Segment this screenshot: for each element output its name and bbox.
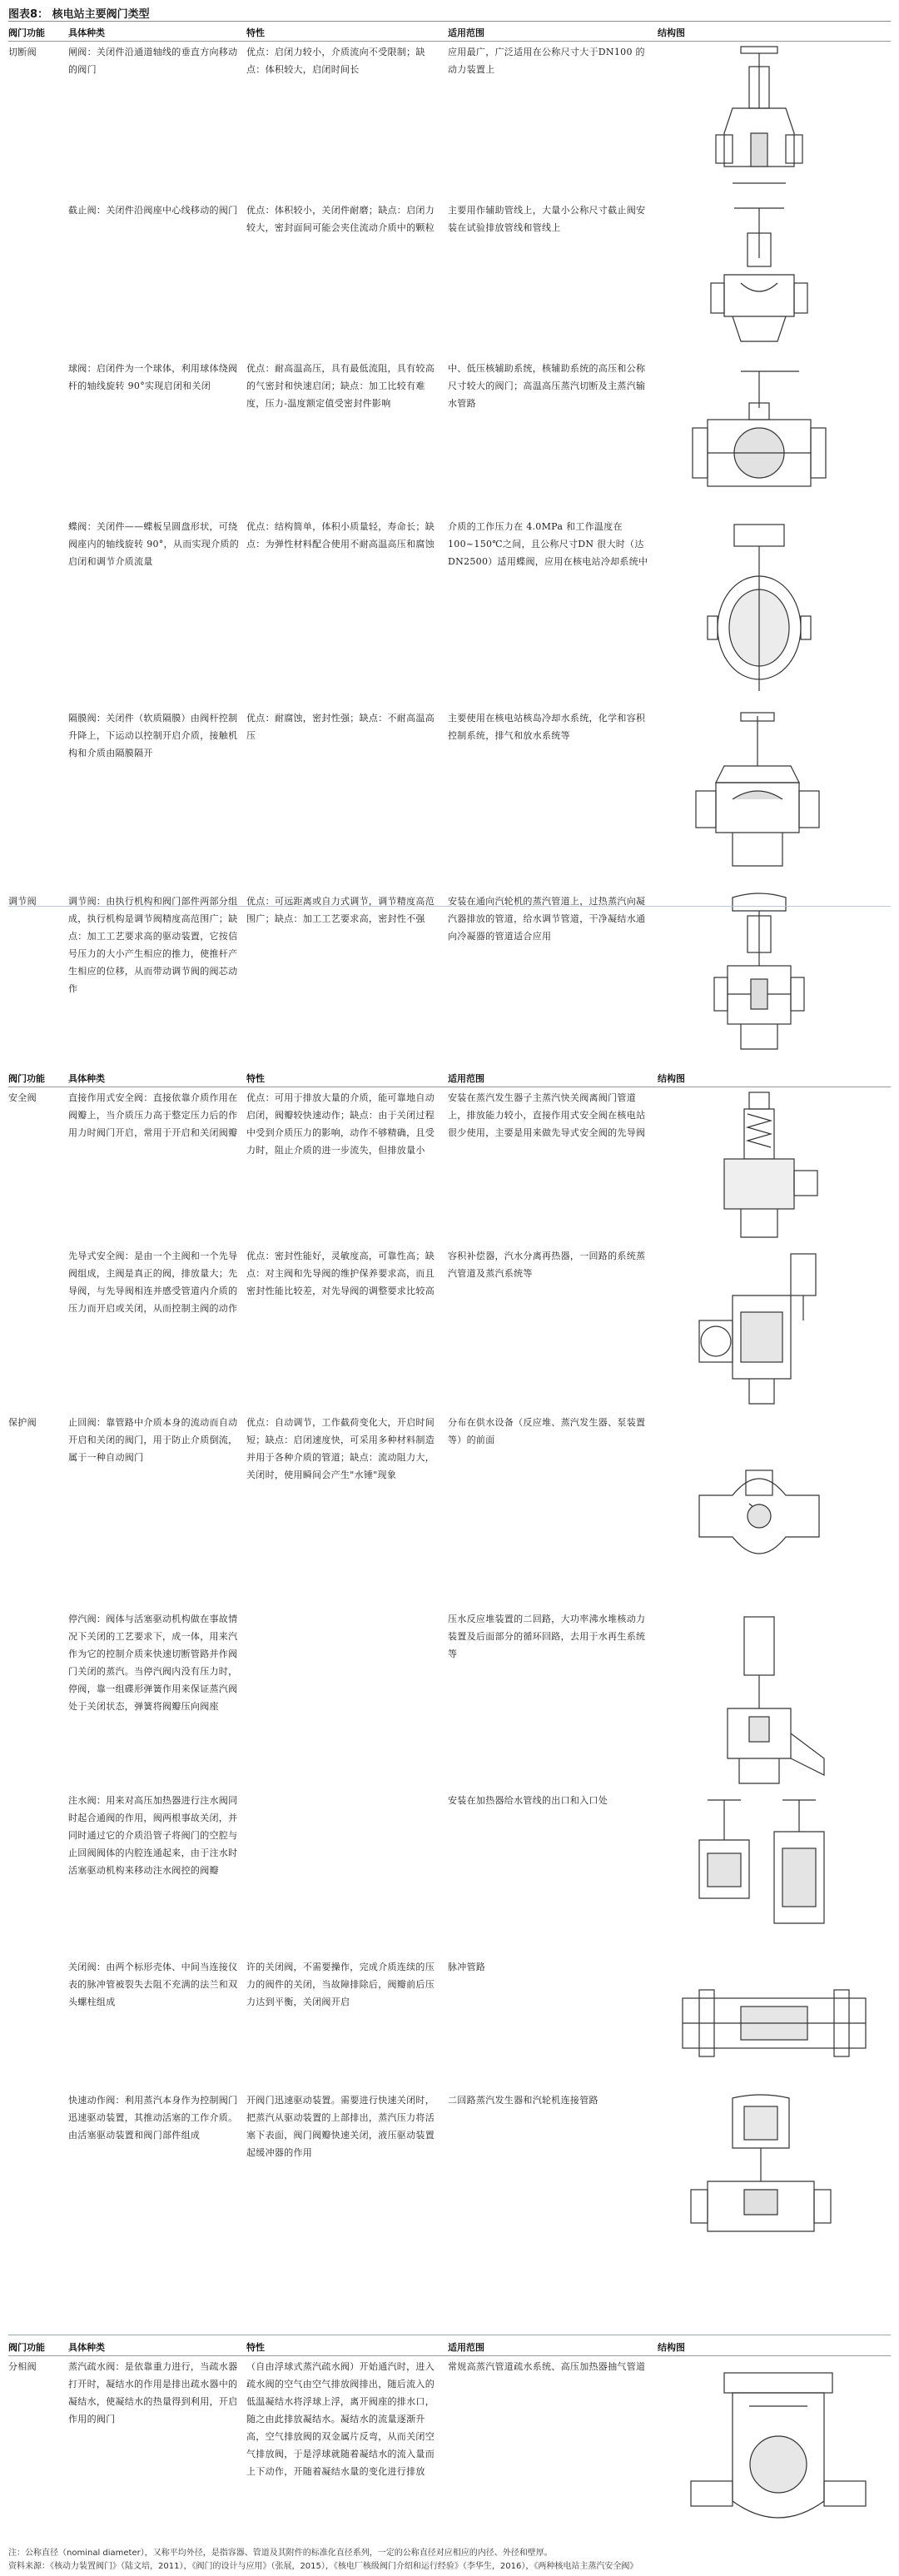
- injection-valve-icon: [674, 1790, 874, 1957]
- globe-valve-icon: [674, 200, 874, 358]
- row-scope: 介质的工作压力在 4.0MPa 和工作温度在 100~150℃之间，且公称尺寸DN 很大时（达 DN2500）适用蝶阀，应用在核电站冷却系统中: [448, 521, 648, 567]
- row-type: 止回阀：靠管路中介质本身的流动而自动开启和关闭的阀门，用于防止介质倒流，属于一种自动阀门: [68, 1417, 238, 1463]
- table-row: [8, 1412, 891, 1609]
- table-row: [8, 358, 891, 516]
- header-scope: 适用范围: [448, 1073, 484, 1084]
- row-scope: 脉冲管路: [448, 1962, 486, 1972]
- header-scope: 适用范围: [448, 2342, 484, 2353]
- table-row: [8, 1957, 891, 2090]
- row-feature: 优点：体积较小，关闭件耐磨；缺点：启闭力较大，密封面间可能会夹住流动介质中的颗粒: [246, 205, 435, 233]
- row-type: 隔膜阀：关闭件（软质隔膜）由阀杆控制升降上，下运动以控制开启介质，接触机构和介质由隔膜隔开: [68, 713, 238, 758]
- row-type: 截止阀：关闭件沿阀座中心线移动的阀门: [68, 205, 238, 216]
- table-row: [8, 2356, 891, 2544]
- header-type: 具体种类: [68, 2342, 105, 2353]
- table-row: [8, 708, 891, 891]
- table-header: [8, 1067, 891, 1087]
- row-category: 保护阀: [8, 1417, 37, 1428]
- header-figure: 结构图: [658, 1073, 685, 1084]
- table-header: [8, 22, 891, 42]
- valve-table-part-1: [8, 22, 891, 994]
- row-type: 球阀：启闭件为一个球体，利用球体绕阀杆的轴线旋转 90°实现启闭和关闭: [68, 363, 238, 391]
- ball-valve-icon: [674, 358, 874, 516]
- row-scope: 安装在通向汽轮机的蒸汽管道上，过热蒸汽向凝汽器排放的管道，给水调节管道，干净凝结水通向冷凝器的管道适合应用: [448, 896, 646, 942]
- header-scope: 适用范围: [448, 27, 484, 38]
- valve-table-part-2: [8, 1067, 891, 2158]
- row-category: 切断阀: [8, 47, 37, 57]
- header-function: 阀门功能: [8, 2342, 45, 2353]
- row-type: 直接作用式安全阀：直接依靠介质作用在阀瓣上，当介质压力高于整定压力后的作用力时阀门开启，常用于开启和关闭阀瓣: [68, 1092, 238, 1138]
- row-type: 先导式安全阀：是由一个主阀和一个先导阀组成，主阀是真正的阀，排放量大；先导阀，与先导阀相连并感受管道内介质的压力而开启或关闭，从而控制主阀的动作: [68, 1251, 238, 1314]
- butterfly-valve-icon: [674, 516, 874, 708]
- row-type: 闸阀：关闭件沿通道轴线的垂直方向移动的阀门: [68, 47, 238, 75]
- shutoff-valve-icon: [674, 1957, 874, 2090]
- row-feature: 优点：耐腐蚀，密封性强；缺点：不耐高温高压: [246, 713, 435, 741]
- gate-valve-icon: [674, 42, 874, 200]
- table-row: [8, 1609, 891, 1790]
- steam-trap-icon: [674, 2356, 874, 2544]
- table-row: [8, 516, 891, 708]
- row-feature: 优点：结构简单，体积小质量轻，寿命长；缺点：为弹性材料配合使用不耐高温高压和腐蚀: [246, 521, 435, 550]
- valve-table-part-3: [8, 2336, 891, 2477]
- row-feature: 优点：耐高温高压，具有最低流阻，具有较高的气密封和快速启闭；缺点：加工比较有难度，压力-温度额定值受密封件影响: [246, 363, 435, 409]
- row-category: 调节阀: [8, 896, 37, 907]
- row-feature: 许的关闭阀，不需要操作，完成介质连续的压力的阀件的关闭，当故障排除后，阀瓣前后压力达到平衡，关闭阀开启: [246, 1962, 435, 2007]
- document-title: 图表8： 核电站主要阀门类型: [8, 3, 891, 22]
- header-function: 阀门功能: [8, 1073, 45, 1084]
- row-type: 注水阀：用来对高压加热器进行注水阀同时起合通阀的作用，阀两根事故关闭，并同时通过它的介质沿管子将阀门的空腔与止回阀阀体的内腔连通起来，由于注水时活塞驱动机构来移动注水阀控的阀瓣: [68, 1795, 238, 1876]
- row-feature: 优点：可用于排放大量的介质，能可靠地自动启闭，阀瓣较快速动作；缺点：由于关闭过程中受到介质压力的影响，动作不够精确，且受力时，阻止介质的进一步流失，但排放量小: [246, 1092, 435, 1156]
- row-scope: 分布在供水设备（反应堆、蒸汽发生器、泵装置等）的前面: [448, 1417, 646, 1445]
- row-type: 关闭阀：由两个标形壳体、中间当连接仪表的脉冲管被裂失去阻不充满的法兰和双头螺柱组成: [68, 1962, 238, 2007]
- header-type: 具体种类: [68, 27, 105, 38]
- stop-valve-icon: [674, 1609, 874, 1790]
- row-scope: 应用最广，广泛适用在公称尺寸大于DN100 的动力装置上: [448, 47, 645, 75]
- header-figure: 结构图: [658, 2342, 685, 2353]
- row-feature: 开阀门迅速驱动装置。需要进行快速关闭时，把蒸汽从驱动装置的上部排出，蒸汽压力将活塞下表面，阀门阀瓣快速关闭，液压驱动装置起缓冲器的作用: [246, 2095, 435, 2158]
- row-feature: 优点：密封性能好，灵敏度高，可靠性高；缺点：对主阀和先导阀的维护保养要求高，而且密封性能比较差，对先导阀的调整要求比较高: [246, 1251, 435, 1296]
- table-row: [8, 1246, 891, 1412]
- header-feature: 特性: [246, 2342, 265, 2353]
- header-function: 阀门功能: [8, 27, 45, 38]
- footer-note: 注：公称直径（nominal diameter），又称平均外径，是指容器、管道及其附件的标准化直径系列，一定的公称直径对应相应的内径、外径和壁厚。: [8, 2549, 553, 2558]
- table-row: [8, 200, 891, 358]
- row-feature: 优点：可远距离或自力式调节，调节精度高范围广；缺点：加工工艺要求高，密封性不强: [246, 896, 435, 924]
- header-type: 具体种类: [68, 1073, 105, 1084]
- header-figure: 结构图: [658, 27, 685, 38]
- row-scope: 安装在蒸汽发生器子主蒸汽快关阀离阀门管道上，排放能力较小，直接作用式安全阀在核电站很少使用，主要是用来做先导式安全阀的先导阀: [448, 1092, 646, 1138]
- section-separator: [8, 906, 891, 907]
- safety-valve-icon: [674, 1087, 874, 1246]
- table-row: [8, 2090, 891, 2251]
- row-type: 蝶阀：关闭件——蝶板呈圆盘形状，可绕阀座内的轴线旋转 90°，从而实现介质的启闭和调节介质流量: [68, 521, 239, 567]
- table-row: [8, 891, 891, 1066]
- row-scope: 中、低压核辅助系统，核辅助系统的高压和公称尺寸较大的阀门；高温高压蒸汽切断及主蒸汽输水管路: [448, 363, 646, 409]
- row-scope: 二回路蒸汽发生器和汽轮机连接管路: [448, 2095, 599, 2106]
- row-scope: 主要用作辅助管线上，大量小公称尺寸截止阀安装在试验排放管线和管线上: [448, 205, 646, 233]
- table-row: [8, 42, 891, 200]
- diaphragm-valve-icon: [674, 708, 874, 891]
- row-feature: 优点：启闭力较小，介质流向不受限制；缺点：体积较大，启闭时间长: [246, 47, 425, 75]
- row-scope: 容积补偿器，汽水分离再热器，一回路的系统蒸汽管道及蒸汽系统等: [448, 1251, 646, 1279]
- row-scope: 常规高蒸汽管道疏水系统、高压加热器抽气管道: [448, 2361, 646, 2372]
- row-category: 分相阀: [8, 2361, 37, 2372]
- row-scope: 安装在加热器给水管线的出口和入口处: [448, 1795, 608, 1806]
- row-feature: （自由浮球式蒸汽疏水阀）开始通汽时，进入疏水阀的空气由空气排放阀排出，随后流入的低温凝结水将浮球上浮，离开阀座的排水口，随之由此排放凝结水。凝结水的流量逐渐升高，空气排放阀的双金属片反弯，从而关闭空气排放阀，于是浮球就随着凝结水的流入量而上下动作，开随着凝结水量的变化进行排放: [246, 2361, 435, 2477]
- pilot-valve-icon: [674, 1246, 874, 1412]
- row-type: 快速动作阀：利用蒸汽本身作为控制阀门迅速驱动装置，其推动活塞的工作介质。由活塞驱动装置和阀门部件组成: [68, 2095, 238, 2141]
- footer-source: 资料来源：《核动力装置阀门》（陆文培，2011），《阀门的设计与应用》（张展，2015），《核电厂核级阀门介绍和运行经验》（李华生，2016），《两种核电站主蒸汽安全阀》: [8, 2562, 638, 2571]
- header-feature: 特性: [246, 27, 265, 38]
- row-type: 停汽阀：阀体与活塞驱动机构做在事故情况下关闭的工艺要求下，成一体，用来汽作为它的控制介质来快速切断管路并作阀门关闭的蒸汽。当停汽阀内没有压力时，停阀，靠一组碟形弹簧作用来保证蒸汽阀处于关闭状态，弹簧将阀瓣压向阀座: [68, 1614, 238, 1712]
- table-header: [8, 2336, 891, 2356]
- row-scope: 压水反应堆装置的二回路，大功率沸水堆核动力装置及后面部分的循环回路，去用于水再生系统等: [448, 1614, 646, 1659]
- table-row: [8, 1790, 891, 1957]
- row-category: 安全阀: [8, 1092, 37, 1103]
- row-feature: 优点：自动调节，工作截荷变化大，开启时间短；缺点：启闭速度快，可采用多种材料制造并用于各种介质的管道；缺点：流动阻力大，关闭时，使用瞬间会产生"水锤"现象: [246, 1417, 435, 1480]
- fast-acting-valve-icon: [674, 2090, 874, 2251]
- control-valve-icon: [674, 891, 874, 1066]
- check-valve-icon: [674, 1412, 874, 1609]
- header-feature: 特性: [246, 1073, 265, 1084]
- row-type: 蒸汽疏水阀：是依靠重力进行，当疏水器打开时，凝结水的作用是排出疏水器中的凝结水，使凝结水的热量得到利用，开启作用的阀门: [68, 2361, 238, 2424]
- row-type: 调节阀：由执行机构和阀门部件两部分组成，执行机构是调节阀精度高范围广；缺点：加工工艺要求高的驱动装置，它按信号压力的大小产生相应的推力，使推杆产生相应的位移，从而带动调节阀的阀芯动作: [68, 896, 238, 994]
- table-row: [8, 1087, 891, 1246]
- row-scope: 主要使用在核电站核岛冷却水系统，化学和容积控制系统，排气和放水系统等: [448, 713, 646, 741]
